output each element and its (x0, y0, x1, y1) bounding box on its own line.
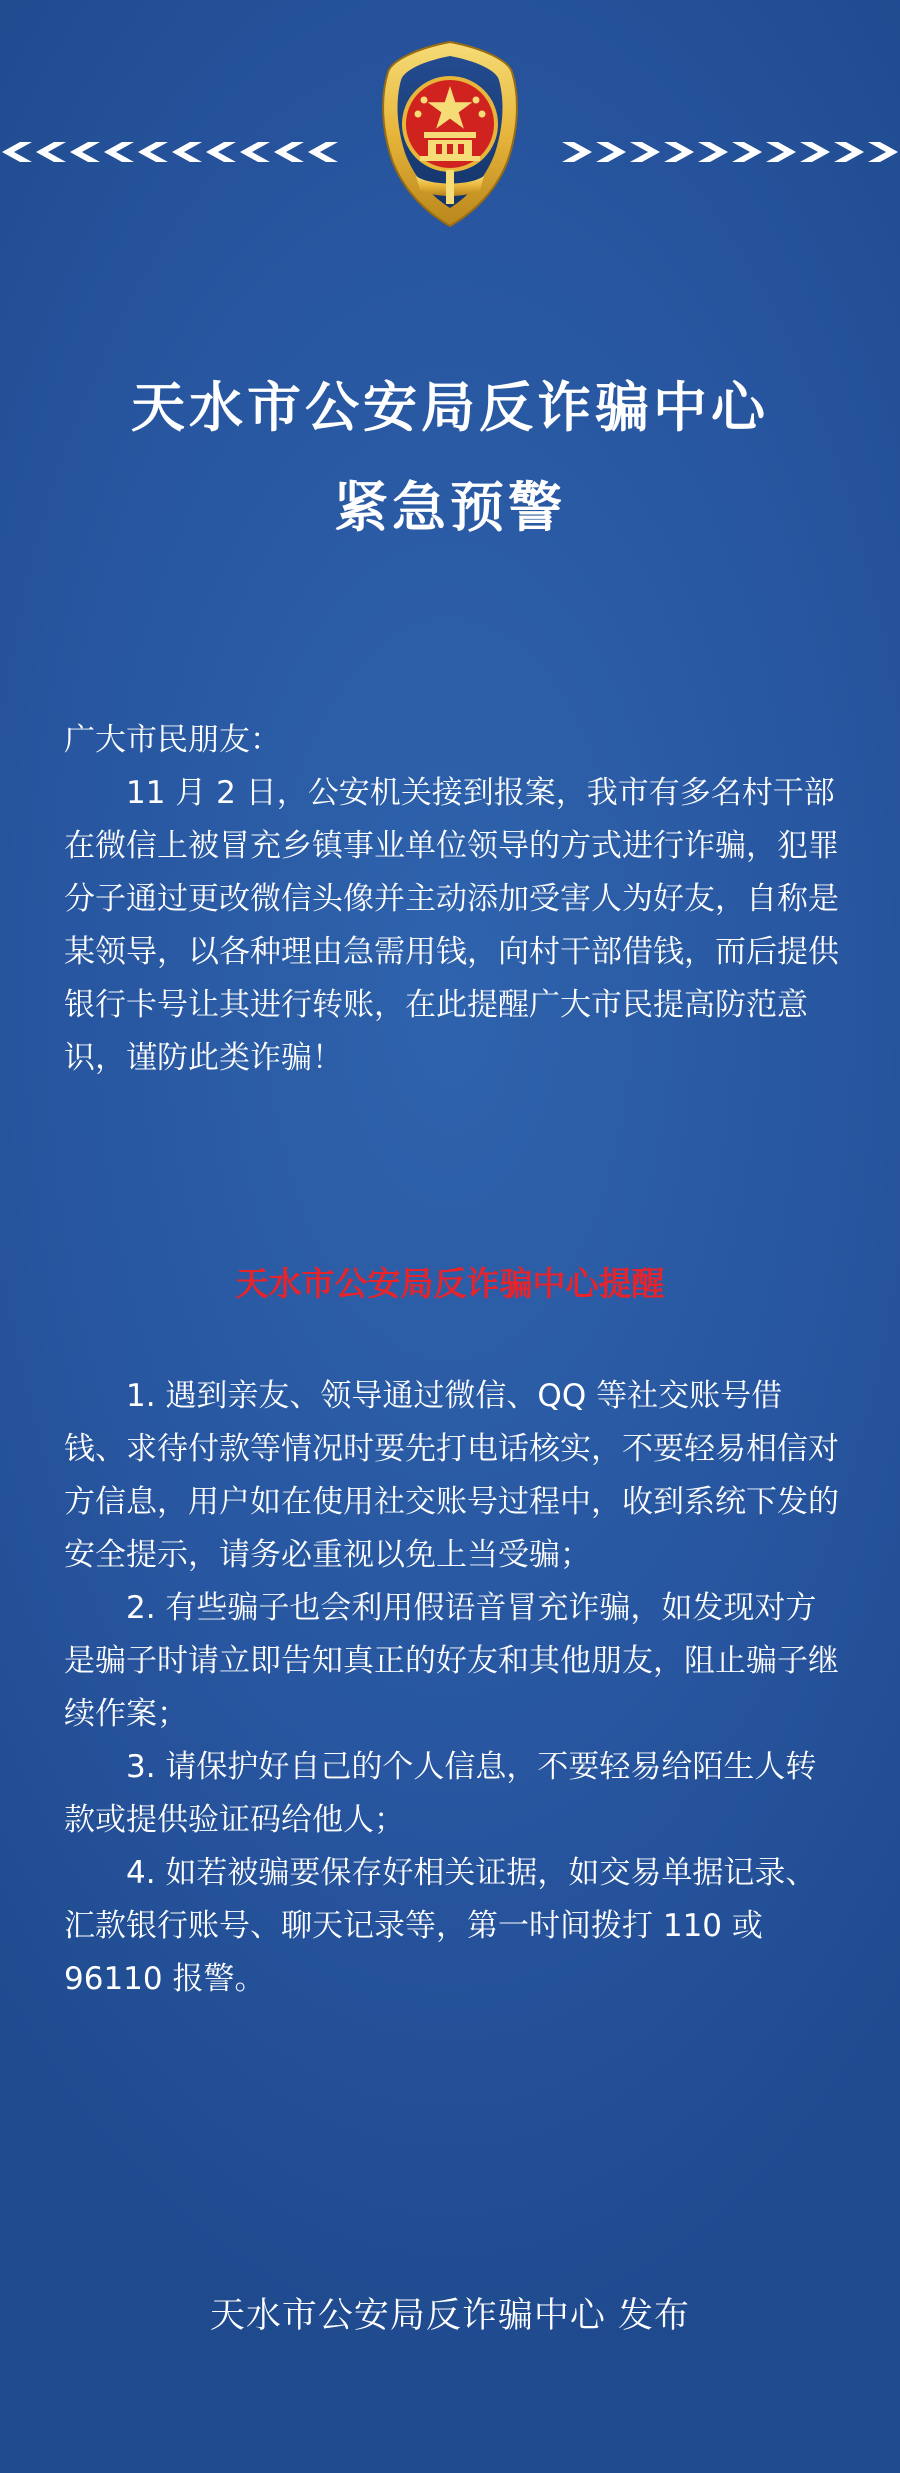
right-wing-decoration (562, 142, 898, 162)
page-title: 天水市公安局反诈骗中心 (131, 375, 769, 439)
reminder-heading: 天水市公安局反诈骗中心提醒 (235, 1264, 665, 1303)
header-banner (0, 0, 900, 300)
police-emblem-icon (383, 42, 517, 226)
notice-paragraph: 11 月 2 日，公安机关接到报案，我市有多名村干部在微信上被冒充乡镇事业单位领导的方式进行诈骗，犯罪分子通过更改微信头像并主动添加受害人为好友，自称是某领导，以各种理由急需用钱，向村干部借钱，而后提供银行卡号让其进行转账，在此提醒广大市民提高防范意识，谨防此类诈骗！ (64, 775, 839, 1076)
publisher-footer: 天水市公安局反诈骗中心 发布 (209, 2296, 691, 2336)
page-subtitle: 紧急预警 (334, 475, 566, 539)
reminder-item-4: 4. 如若被骗要保存好相关证据，如交易单据记录、汇款银行账号、聊天记录等，第一时间拨打 110 或 96110 报警。 (64, 1855, 817, 1997)
reminder-list (64, 1370, 840, 2006)
reminder-item-2: 2. 有些骗子也会利用假语音冒充诈骗，如发现对方是骗子时请立即告知真正的好友和其他朋友，阻止骗子继续作案； (64, 1590, 839, 1732)
greeting-text: 广大市民朋友： (64, 722, 281, 758)
banner-graphic (0, 0, 900, 300)
reminder-item-1: 1. 遇到亲友、领导通过微信、QQ 等社交账号借钱、求待付款等情况时要先打电话核实，不要轻易相信对方信息，用户如在使用社交账号过程中，收到系统下发的安全提示，请务必重视以免上当受骗； (64, 1378, 839, 1573)
left-wing-decoration (2, 142, 338, 162)
reminder-item-3: 3. 请保护好自己的个人信息，不要轻易给陌生人转款或提供验证码给他人； (64, 1749, 817, 1838)
